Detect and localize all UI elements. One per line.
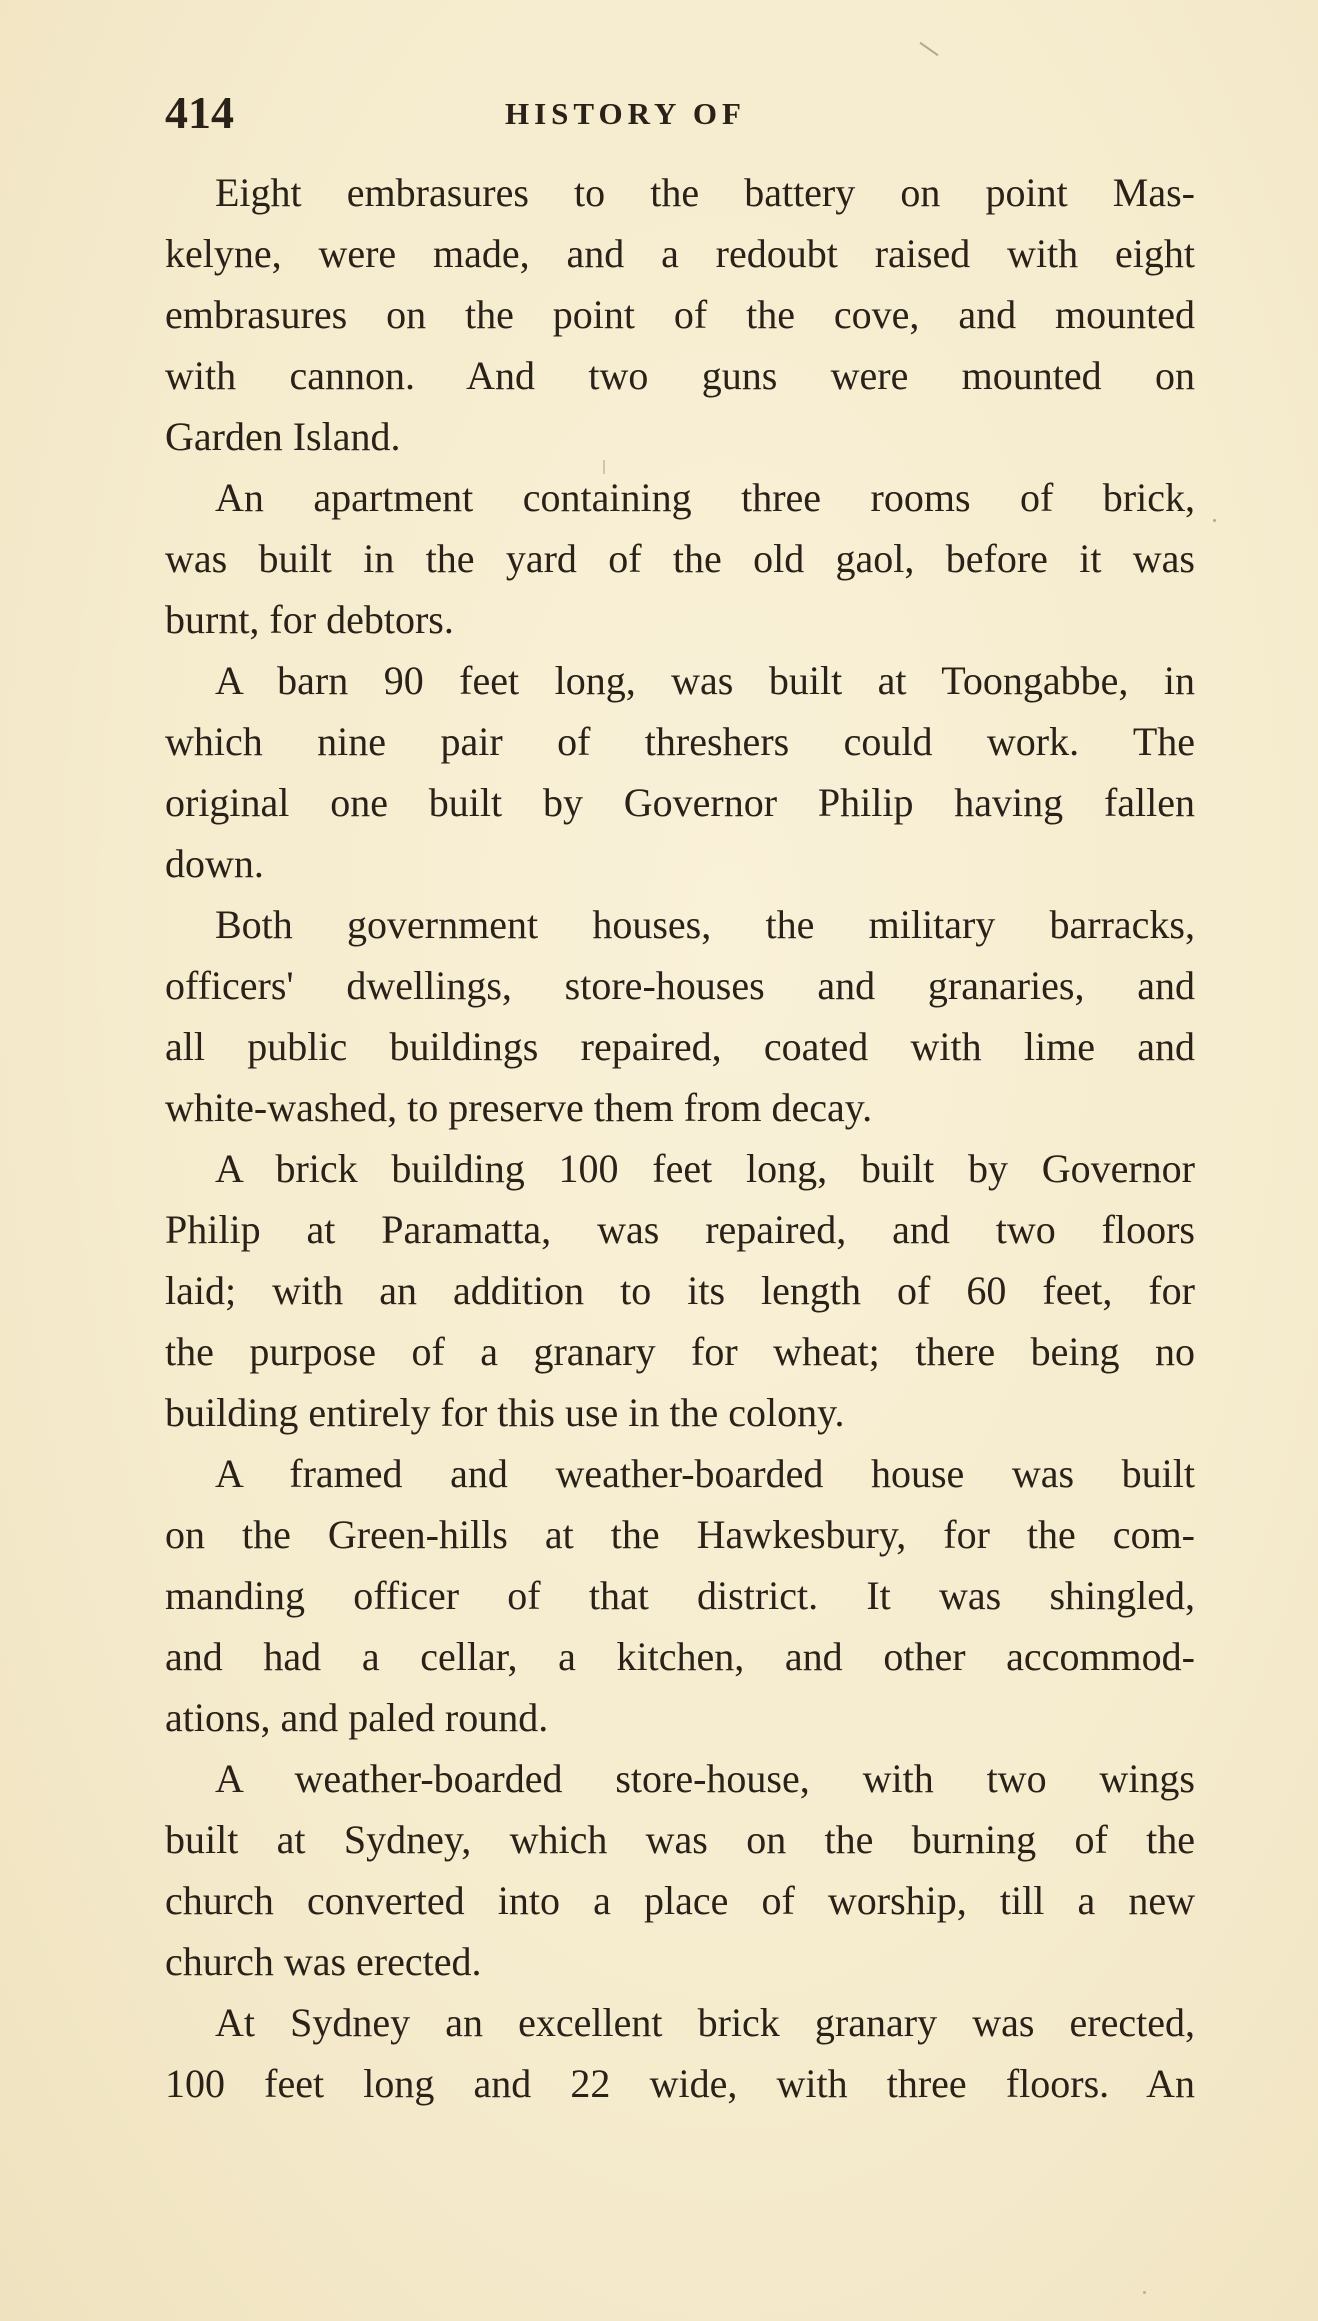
text-line: Both government houses, the military barracks, [215,902,1195,947]
text-line: with cannon. And two guns were mounted on [165,353,1195,398]
running-head: HISTORY OF [505,96,746,131]
text-line: was built in the yard of the old gaol, before it was [165,536,1195,581]
page-header [165,88,1185,138]
text-line: burnt, for debtors. [165,597,454,642]
text-line: down. [165,841,264,886]
text-line: An apartment containing three rooms of brick, [215,475,1195,520]
text-line: Philip at Paramatta, was repaired, and two floors [165,1207,1195,1252]
stray-mark [919,42,938,56]
text-line: A weather-boarded store-house, with two wings [215,1756,1195,1801]
text-line: white-washed, to preserve them from decay. [165,1085,873,1130]
text-line: built at Sydney, which was on the burning of the [165,1817,1195,1862]
page-number: 414 [165,87,234,138]
text-line: building entirely for this use in the colony. [165,1390,845,1435]
stray-mark [1213,519,1216,522]
text-line: officers' dwellings, store-houses and granaries, and [165,963,1195,1008]
stray-mark [1143,2291,1146,2294]
text-line: manding officer of that district. It was shingled, [165,1573,1195,1618]
text-line: original one built by Governor Philip having fallen [165,780,1195,825]
body-text [165,162,1195,2114]
text-line: A brick building 100 feet long, built by Governor [215,1146,1195,1191]
text-line: Garden Island. [165,414,401,459]
text-line: church was erected. [165,1939,482,1984]
text-line: on the Green-hills at the Hawkesbury, for the com- [165,1512,1195,1557]
text-line: Eight embrasures to the battery on point Mas- [215,170,1195,215]
text-line: A framed and weather-boarded house was built [215,1451,1195,1496]
text-line: A barn 90 feet long, was built at Toongabbe, in [215,658,1195,703]
text-line: ations, and paled round. [165,1695,549,1740]
text-line: embrasures on the point of the cove, and mounted [165,292,1195,337]
text-line: kelyne, were made, and a redoubt raised with eight [165,231,1195,276]
text-line: and had a cellar, a kitchen, and other accommod- [165,1634,1195,1679]
text-line: 100 feet long and 22 wide, with three floors. An [165,2061,1195,2106]
text-line: At Sydney an excellent brick granary was erected, [215,2000,1195,2045]
text-line: all public buildings repaired, coated with lime and [165,1024,1195,1069]
text-line: laid; with an addition to its length of 60 feet, for [165,1268,1195,1313]
text-line: which nine pair of threshers could work. The [165,719,1195,764]
text-line: church converted into a place of worship, till a new [165,1878,1195,1923]
text-line: the purpose of a granary for wheat; there being no [165,1329,1195,1374]
